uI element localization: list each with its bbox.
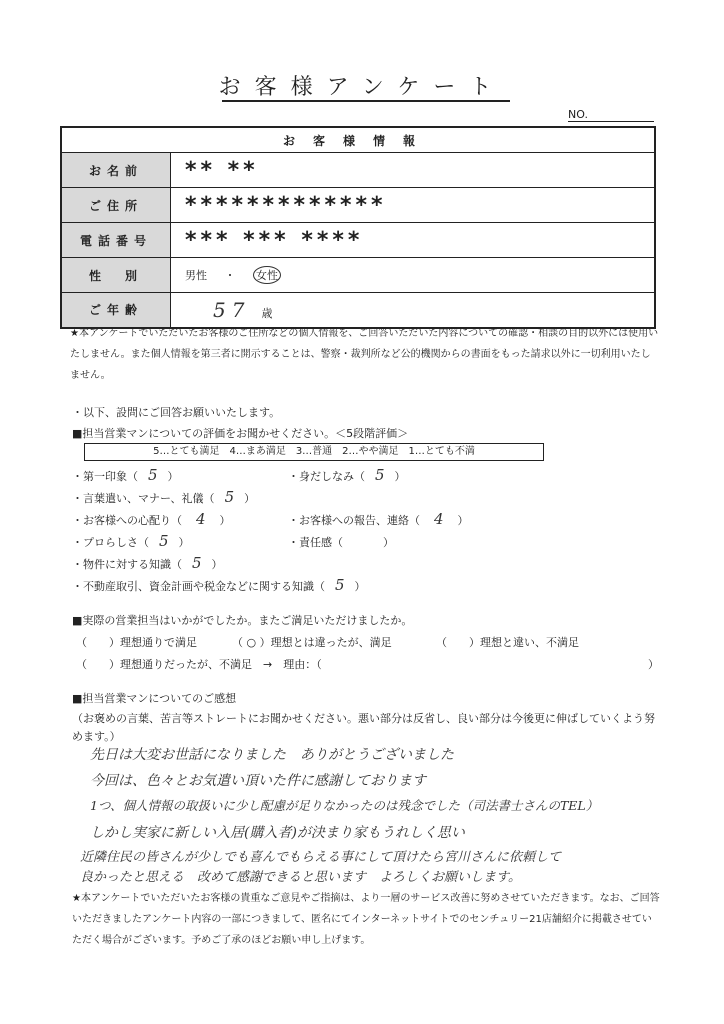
rating-close: ）	[167, 470, 179, 483]
rating-label: ・プロらしさ（	[72, 536, 149, 549]
section3-note: （お褒めの言葉、苦言等ストレートにお聞かせください。悪い部分は反省し、良い部分は今後更に伸ばしていくよう努めます。）	[72, 712, 655, 743]
section2-title: ■実際の営業担当はいかがでしたか。またご満足いただけましたか。	[72, 614, 413, 627]
handwritten-line: 1つ、個人情報の取扱いに少し配慮が足りなかったのは残念でした（司法書士さんのTEL）	[90, 798, 599, 813]
rating-consideration	[72, 510, 231, 528]
option-text: 理想通りだったが、不満足 → 理由：（	[120, 658, 322, 671]
rating-manners	[72, 488, 255, 506]
age-unit: 歳	[261, 306, 273, 320]
reason-close: ）	[648, 658, 659, 671]
name-value[interactable]: ** **	[171, 153, 656, 188]
handwritten-line: 良かったと思える 改めて感謝できると思います よろしくお願いします。	[80, 870, 521, 885]
handwritten-line: 先日は大変お世話になりました ありがとうございました	[90, 747, 454, 763]
handwritten-line: 今回は、色々とお気遣い頂いた件に感謝しております	[90, 773, 426, 789]
rating-score[interactable]: 5	[335, 576, 345, 594]
rating-reporting	[288, 510, 469, 528]
rating-close: ）	[354, 580, 366, 593]
number-label: NO.	[568, 108, 588, 121]
intro-text: ・以下、設問にご回答お願いいたします。	[72, 406, 281, 419]
option-text: 理想と違い、不満足	[480, 636, 579, 649]
title-underline	[222, 100, 510, 102]
rating-label: ・お客様への心配り（	[72, 514, 182, 527]
info-row-address	[61, 188, 655, 223]
section3-title: ■担当営業マンについてのご感想	[72, 692, 237, 705]
rating-label: ・言葉遣い、マナー、礼儀（	[72, 492, 215, 505]
rating-professionalism	[72, 532, 190, 550]
option-text: 理想とは違ったが、満足	[270, 636, 392, 649]
privacy-notice: ★本アンケートでいただいたお客様のご住所などの個人情報を、ご回答いただいた内容についての確認・相談の目的以外には使用いたしません。また個人情報を第三者に開示することは、警察・裁判所など公的機関からの書面をもった請求以外に一切利用いたしません。	[70, 328, 659, 381]
info-row-name	[61, 153, 655, 188]
info-row-gender	[61, 258, 655, 293]
name-label: お名前	[61, 153, 171, 188]
option-text: 理想通りで満足	[120, 636, 197, 649]
satisfaction-option-2-selected[interactable]	[232, 634, 392, 650]
rating-close: ）	[457, 514, 469, 527]
handwritten-line: 近隣住民の皆さんが少しでも喜んでもらえる事にして頂けたら宮川さんに依頼して	[80, 850, 562, 865]
rating-score[interactable]: 5	[375, 466, 385, 484]
footer-notice: ★本アンケートでいただいたお客様の貴重なご意見やご指摘は、より一層のサービス改善に努めさせていただきます。なお、ご回答いただきましたアンケート内容の一部につきまして、匿名にてインターネットサイトでのセンチュリー21店舗紹介に掲載させていただく場合がございます。予めご了承のほどお願い申し上げます。	[72, 893, 660, 946]
rating-close: ）	[394, 470, 406, 483]
option-mark[interactable]: （ ）	[76, 636, 120, 649]
number-field-line	[568, 121, 654, 122]
gender-label: 性 別	[61, 258, 171, 293]
rating-label: ・不動産取引、資金計画や税金などに関する知識（	[72, 580, 325, 593]
rating-close: ）	[244, 492, 256, 505]
rating-score[interactable]: 4	[196, 510, 206, 528]
gender-value[interactable]	[171, 258, 656, 293]
customer-info-table	[60, 126, 656, 329]
address-label: ご住所	[61, 188, 171, 223]
rating-first-impression	[72, 466, 179, 484]
gender-separator: ・	[224, 269, 236, 282]
rating-close: ）	[178, 536, 190, 549]
handwritten-line: しかし実家に新しい入居(購入者)が決まり家もうれしく思い	[90, 825, 465, 841]
phone-label: 電話番号	[61, 223, 171, 258]
satisfaction-option-1[interactable]	[76, 634, 197, 650]
section1-title: ■担当営業マンについての評価をお聞かせください。＜5段階評価＞	[72, 427, 409, 440]
rating-scale: 5…とても満足 4…まあ満足 3…普通 2…やや満足 1…とても不満	[84, 443, 544, 461]
info-header: お客様情報	[61, 127, 655, 153]
rating-property-knowledge	[72, 554, 223, 572]
age-value: 57	[213, 297, 251, 322]
rating-score[interactable]: 5	[224, 488, 235, 506]
rating-score[interactable]: 5	[192, 554, 202, 572]
rating-label: ・お客様への報告、連絡（	[288, 514, 420, 527]
rating-score[interactable]: 5	[148, 466, 158, 484]
rating-label: ・身だしなみ（	[288, 470, 365, 483]
option-mark[interactable]: （ ）	[76, 658, 120, 671]
rating-label: ・第一印象（	[72, 470, 138, 483]
rating-score[interactable]: 5	[159, 532, 169, 550]
rating-close: ）	[219, 514, 231, 527]
rating-grooming	[288, 466, 406, 484]
address-value[interactable]: *************	[171, 188, 656, 223]
gender-female-option-circled[interactable]: 女性	[253, 266, 281, 284]
rating-close: ）	[383, 536, 394, 549]
option-mark[interactable]: （ ○ ）	[232, 636, 271, 649]
page-title: お客様アンケート	[218, 75, 506, 100]
rating-responsibility	[288, 532, 394, 550]
satisfaction-option-3[interactable]	[436, 634, 579, 650]
rating-label: ・責任感（	[288, 536, 343, 549]
gender-male-option[interactable]: 男性	[185, 269, 207, 282]
rating-label: ・物件に対する知識（	[72, 558, 182, 571]
rating-score[interactable]: 4	[434, 510, 444, 528]
age-label: ご年齢	[61, 293, 171, 328]
satisfaction-option-4[interactable]	[76, 656, 322, 672]
info-row-phone	[61, 223, 655, 258]
rating-close: ）	[211, 558, 223, 571]
option-mark[interactable]: （ ）	[436, 636, 480, 649]
phone-value[interactable]: *** *** ****	[171, 223, 656, 258]
rating-finance-knowledge	[72, 576, 366, 594]
